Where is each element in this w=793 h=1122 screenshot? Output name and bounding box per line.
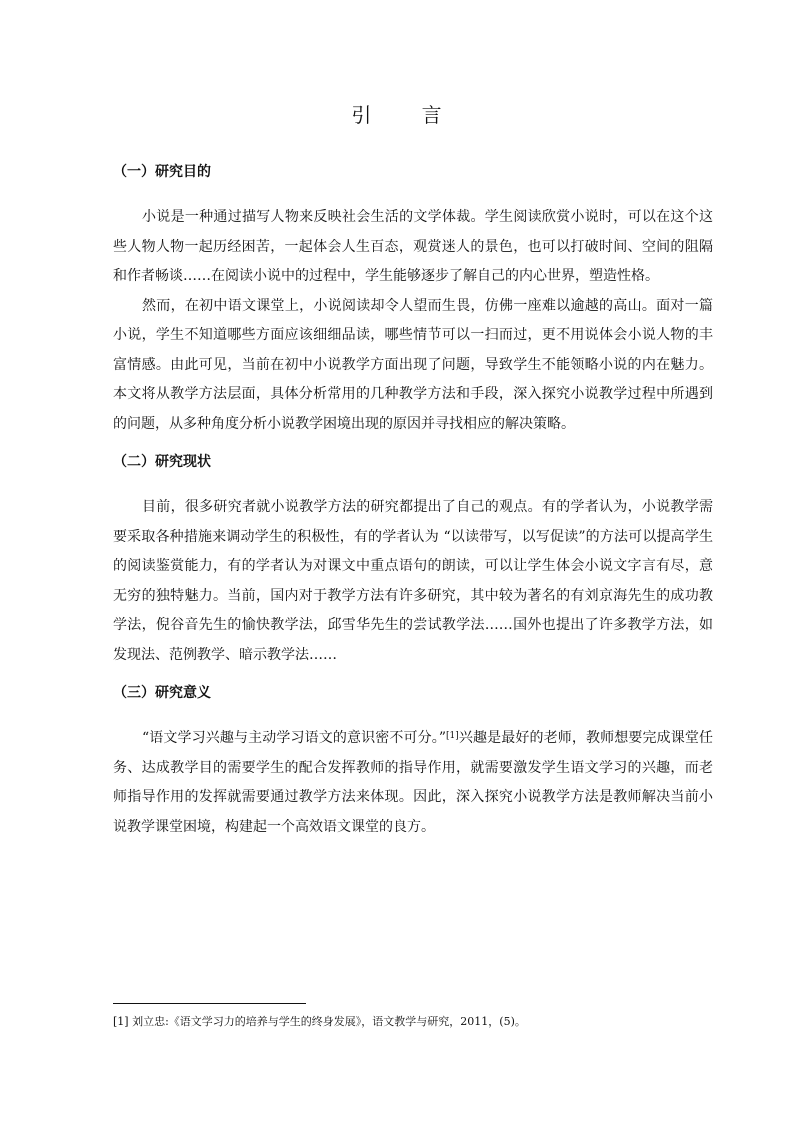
section-research-status: [113, 448, 713, 670]
paragraph-text: 兴趣是最好的老师，教师想要完成课堂任务、达成教学目的需要学生的配合发挥教师的指导作用，就需要激发学生语文学习的兴趣，而老师指导作用的发挥就需要通过教学方法来体现。因此，深入探究小说教学方法是教师解决当前小说教学课堂困境，构建起一个高效语文课堂的良方。: [113, 730, 713, 835]
section-heading: （一）研究目的: [113, 164, 211, 180]
section-heading: （三）研究意义: [113, 685, 211, 701]
quote-text: “语文学习兴趣与主动学习语文的意识密不可分。”: [142, 730, 447, 746]
paragraph: 目前，很多研究者就小说教学方法的研究都提出了自己的观点。有的学者认为，小说教学需要采取各种措施来调动学生的积极性，有的学者认为 “以读带写，以写促读”的方法可以提高学生的阅读鉴赏能力，有的学者认为对课文中重点语句的朗读，可以让学生体会小说文字言有尽，意无穷的独特魅力。当前，国内对于教学方法有许多研究，其中较为著名的有刘京海先生的成功教学法，倪谷音先生的愉快教学法，邱雪华先生的尝试教学法……国外也提出了许多教学方法，如发现法、范例教学、暗示教学法……: [113, 499, 713, 663]
paragraph: 小说是一种通过描写人物来反映社会生活的文学体裁。学生阅读欣赏小说时，可以在这个这些人物人物一起历经困苦，一起体会人生百态，观赏迷人的景色，也可以打破时间、空间的阻隔和作者畅谈……在阅读小说中的过程中，学生能够逐步了解自己的内心世界，塑造性格。: [113, 209, 713, 284]
section-heading: （二）研究现状: [113, 454, 211, 470]
paragraph: [113, 724, 713, 842]
footnote-divider: [113, 1003, 306, 1004]
footnote: [1] 刘立忠:《语文学习力的培养与学生的终身发展》，语文教学与研究，2011，(5)。: [113, 1015, 526, 1028]
paragraph: 然而，在初中语文课堂上，小说阅读却令人望而生畏，仿佛一座难以逾越的高山。面对一篇小说，学生不知道哪些方面应该细细品读，哪些情节可以一扫而过，更不用说体会小说人物的丰富情感。由此可见，当前在初中小说教学方面出现了问题，导致学生不能领略小说的内在魅力。本文将从教学方法层面，具体分析常用的几种教学方法和手段，深入探究小说教学过程中所遇到的问题，从多种角度分析小说教学困境出现的原因并寻找相应的解决策略。: [113, 297, 713, 432]
body-content: [113, 158, 713, 842]
section-research-significance: [113, 679, 713, 842]
section-research-purpose: [113, 158, 713, 439]
citation-mark[interactable]: [1]: [446, 731, 459, 741]
page-title: 引 言: [351, 103, 464, 127]
